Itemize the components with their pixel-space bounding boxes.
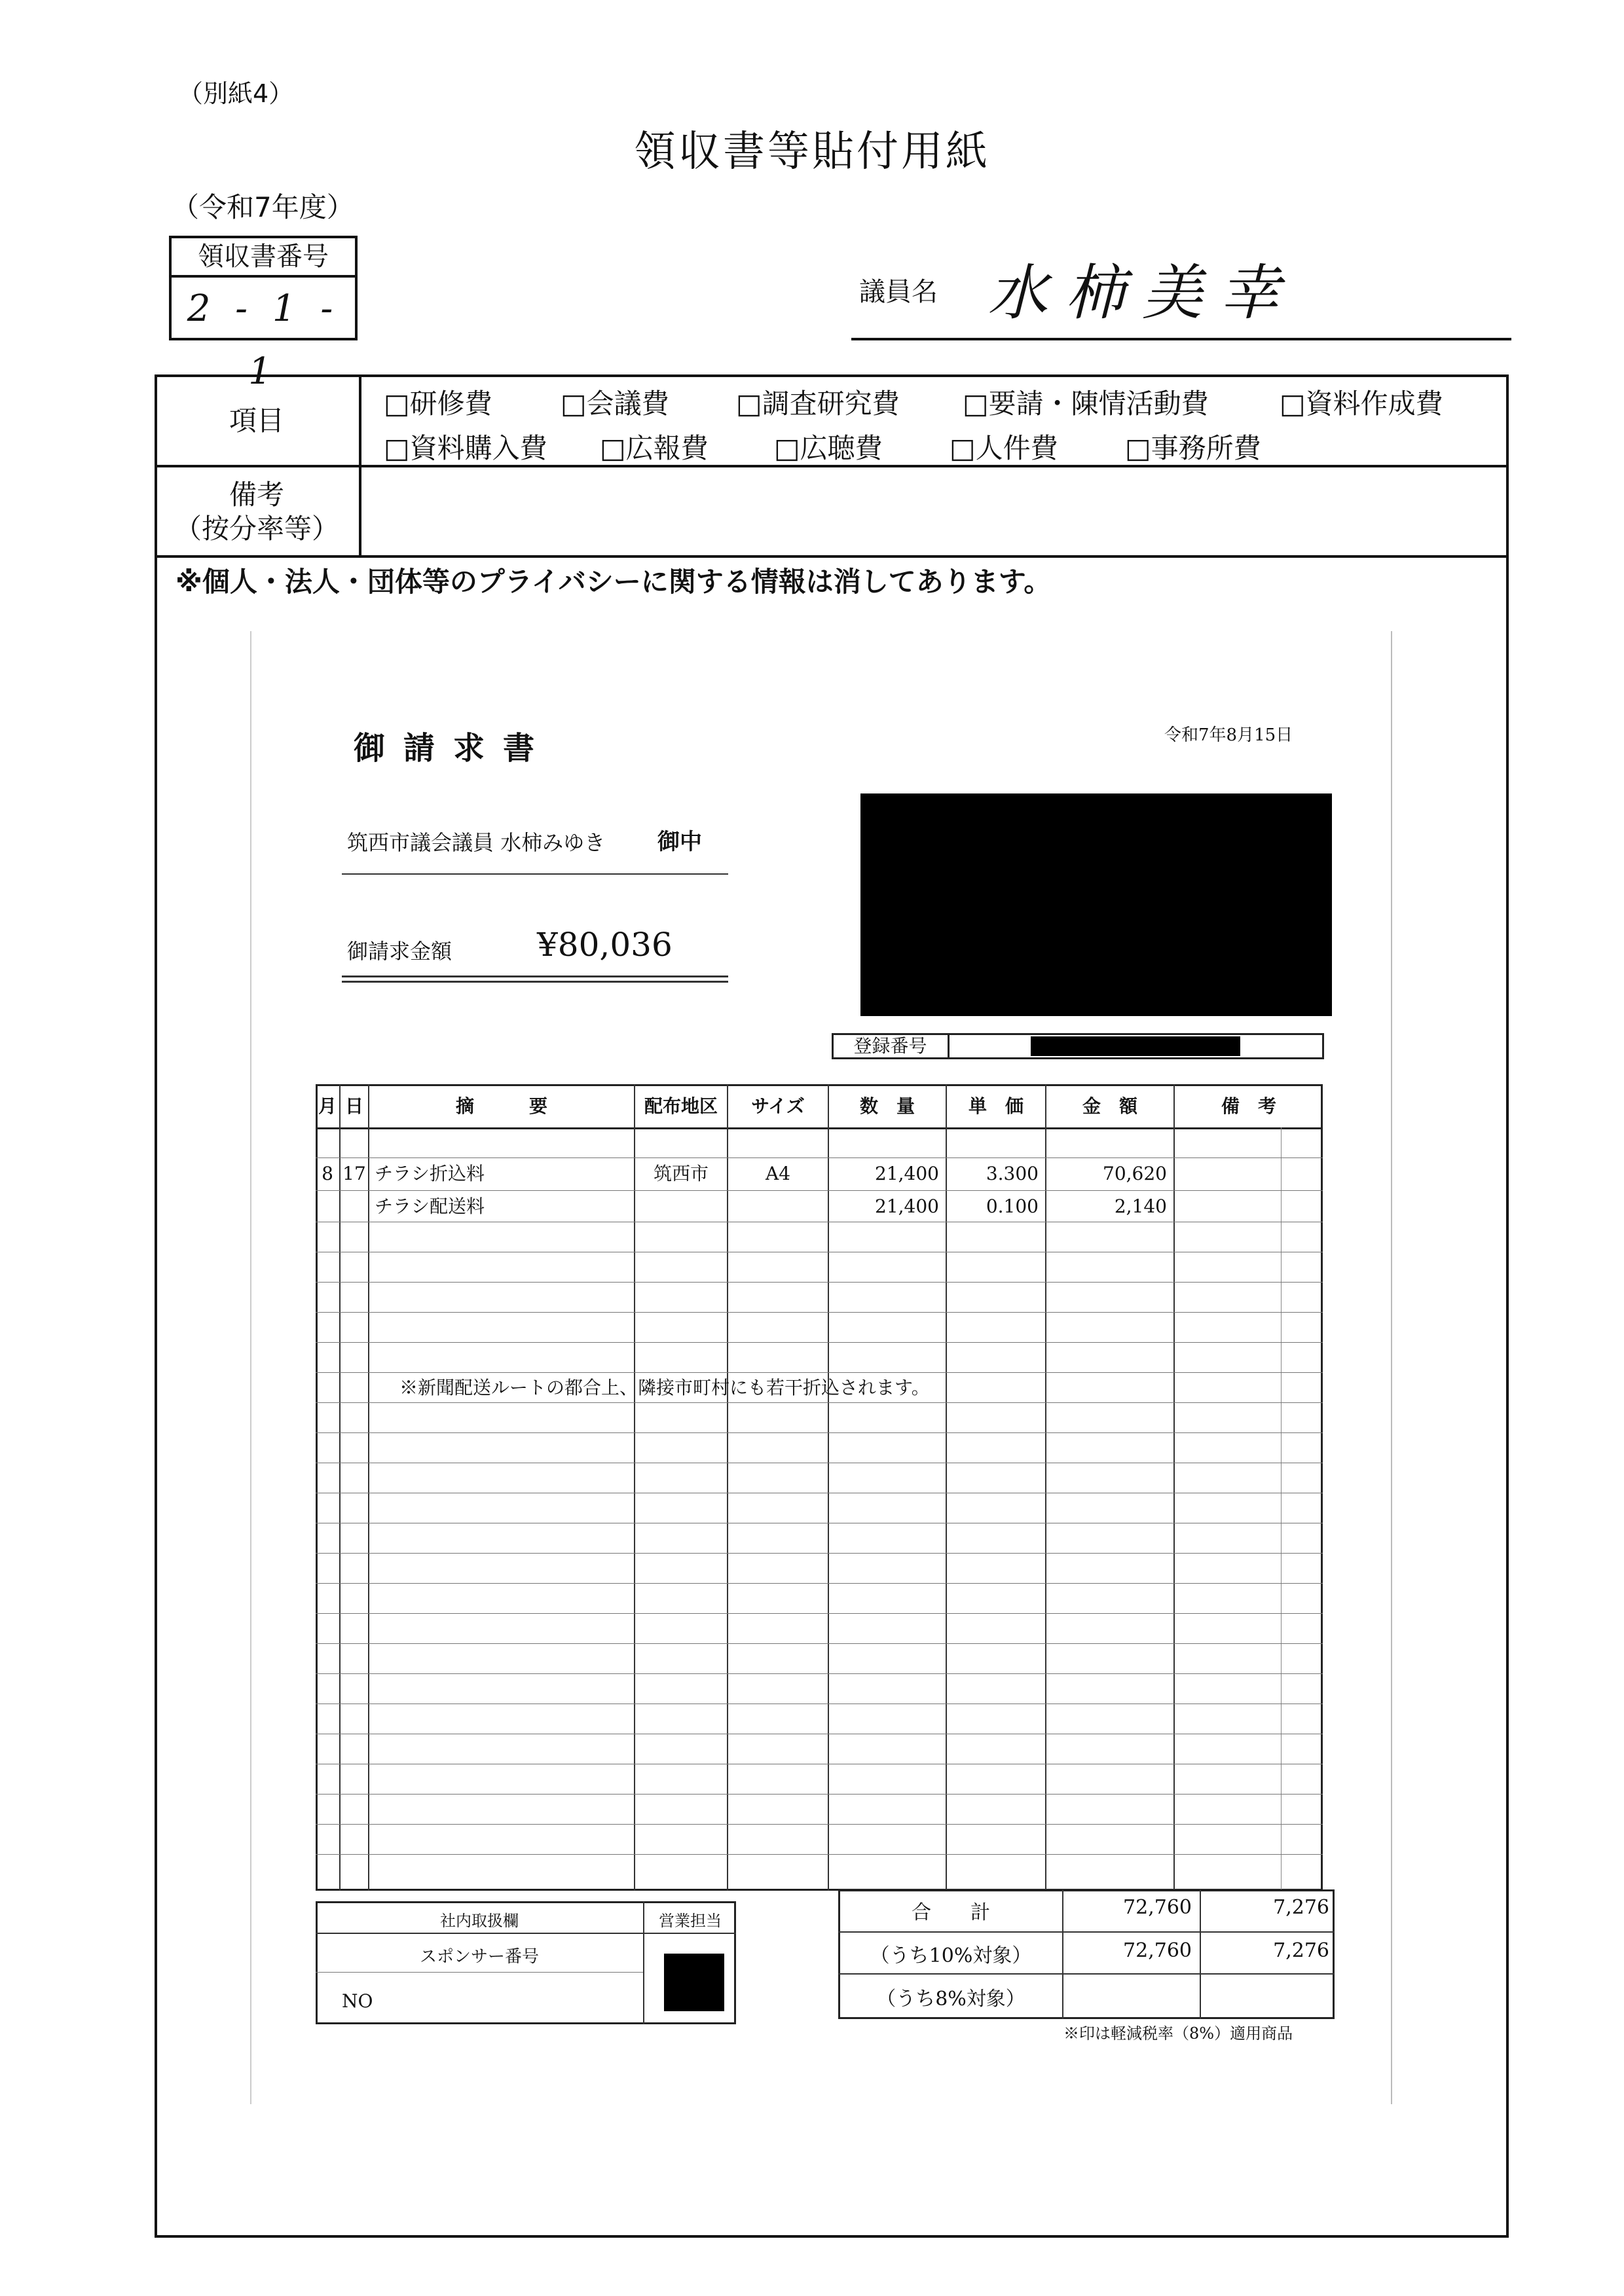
row1-quantity: 21,400	[875, 1163, 939, 1184]
row-line	[316, 1432, 1323, 1433]
col-divider-amount	[1173, 1084, 1175, 1891]
row2-unit-price: 0.100	[986, 1195, 1039, 1217]
checkbox-document-creation[interactable]: □資料作成費	[1280, 388, 1443, 420]
row-line	[316, 1190, 1323, 1191]
row-line	[316, 1583, 1323, 1584]
row2-amount: 2,140	[1114, 1195, 1167, 1217]
row-line	[316, 1342, 1323, 1343]
redacted-issuer-block	[860, 793, 1332, 1016]
row2-quantity: 21,400	[875, 1195, 939, 1217]
row-line	[316, 1553, 1323, 1554]
no-label: NO	[342, 1990, 373, 2012]
member-name-label: 議員名	[859, 277, 938, 307]
row1-unit-price: 3.300	[986, 1163, 1039, 1184]
col-divider-area	[727, 1084, 728, 1891]
col-divider-tax	[1281, 1127, 1282, 1891]
inhouse-label: 社内取扱欄	[440, 1912, 519, 1930]
row1-day: 17	[342, 1163, 366, 1184]
sales-rep-label: 営業担当	[659, 1912, 722, 1930]
note-label-line2: （按分率等）	[174, 513, 339, 545]
checkbox-meeting[interactable]: □会議費	[561, 388, 669, 420]
checkbox-publicity[interactable]: □広報費	[600, 432, 709, 464]
amount-underline	[342, 975, 728, 977]
eight-percent-label: （うち8%対象）	[876, 1988, 1025, 2011]
checkbox-hearing[interactable]: □広聴費	[774, 432, 883, 464]
row-line	[316, 1643, 1323, 1644]
form-title: 領収書等貼付用紙	[634, 128, 990, 176]
sponsor-number-label: スポンサー番号	[419, 1947, 539, 1967]
row-line	[316, 1794, 1323, 1795]
header-unit-price: 単 価	[968, 1095, 1024, 1117]
header-quantity: 数 量	[859, 1095, 915, 1117]
row1-description: チラシ折込料	[375, 1163, 485, 1184]
header-area: 配布地区	[644, 1095, 718, 1117]
row-line	[316, 1282, 1323, 1283]
row-line	[316, 1402, 1323, 1403]
total-amount: 72,760	[1123, 1896, 1192, 1919]
row2-description: チラシ配送料	[375, 1195, 485, 1217]
redacted-registration-number	[1031, 1036, 1240, 1056]
member-name-underline	[851, 338, 1511, 340]
checkbox-document-purchase[interactable]: □資料購入費	[384, 432, 547, 464]
registration-number-label: 登録番号	[833, 1033, 950, 1059]
addressee-underline	[342, 873, 728, 875]
row-line	[316, 1824, 1323, 1825]
row1-amount: 70,620	[1103, 1163, 1167, 1184]
row-line	[316, 1157, 1323, 1158]
row1-size: A4	[765, 1163, 791, 1184]
total-label: 合 計	[912, 1901, 990, 1924]
billing-amount-label: 御請求金額	[347, 939, 452, 964]
invoice-title: 御請求書	[354, 730, 553, 767]
row-line	[316, 1854, 1323, 1855]
totals-divider-1	[838, 1931, 1335, 1933]
col-divider-day	[368, 1084, 369, 1891]
redacted-sales-rep	[664, 1954, 724, 2011]
header-remarks: 備 考	[1221, 1095, 1276, 1117]
total-tax: 7,276	[1273, 1896, 1329, 1919]
amount-double-underline	[342, 981, 728, 983]
checkbox-office[interactable]: □事務所費	[1125, 432, 1261, 464]
row1-area: 筑西市	[653, 1163, 709, 1184]
header-size: サイズ	[751, 1095, 805, 1117]
row-line	[316, 1372, 1323, 1373]
row-line	[316, 1673, 1323, 1674]
row-line	[316, 1613, 1323, 1614]
category-label: 項目	[229, 405, 284, 437]
attachment-label: （別紙4）	[178, 79, 294, 108]
col-divider-month	[339, 1084, 341, 1891]
billing-amount-value: ¥80,036	[537, 926, 673, 964]
checkbox-petition[interactable]: □要請・陳情活動費	[963, 388, 1209, 420]
label-column-divider	[359, 374, 361, 558]
col-divider-desc	[634, 1084, 635, 1891]
header-month: 月	[318, 1095, 337, 1117]
checkbox-training[interactable]: □研修費	[384, 388, 492, 420]
privacy-notice: ※個人・法人・団体等のプライバシーに関する情報は消してあります。	[175, 566, 1052, 598]
inhouse-divider-1	[316, 1933, 736, 1934]
ten-percent-tax: 7,276	[1273, 1939, 1329, 1962]
receipt-number-box	[169, 236, 358, 393]
member-name-signature: 水柿美幸	[987, 258, 1297, 328]
receipt-number-label: 領収書番号	[172, 238, 355, 278]
checkbox-research[interactable]: □調査研究費	[736, 388, 900, 420]
row-line	[316, 1312, 1323, 1313]
receipt-number-value: 2 - 1 - 1	[187, 287, 340, 393]
header-amount: 金 額	[1082, 1095, 1137, 1117]
row1-month: 8	[322, 1163, 333, 1184]
checkbox-personnel[interactable]: □人件費	[950, 432, 1058, 464]
header-description: 摘 要	[455, 1095, 547, 1117]
delivery-remark: ※新聞配送ルートの都合上、隣接市町村にも若干折込されます。	[399, 1377, 930, 1398]
note-label-line1: 備考	[229, 479, 284, 511]
inhouse-divider-2	[316, 1972, 643, 1973]
invoice-honorific: 御中	[657, 829, 702, 855]
header-day: 日	[344, 1095, 363, 1117]
fiscal-year: （令和7年度）	[172, 191, 354, 223]
invoice-addressee: 筑西市議会議員 水柿みゆき	[347, 830, 606, 855]
reduced-tax-footnote: ※印は軽減税率（8%）適用商品	[1063, 2024, 1293, 2043]
ten-percent-label: （うち10%対象）	[870, 1944, 1032, 1967]
totals-divider-2	[838, 1973, 1335, 1975]
ten-percent-amount: 72,760	[1123, 1939, 1192, 1962]
invoice-date: 令和7年8月15日	[1164, 725, 1293, 745]
table-header-divider	[316, 1127, 1323, 1129]
note-label	[155, 478, 359, 546]
